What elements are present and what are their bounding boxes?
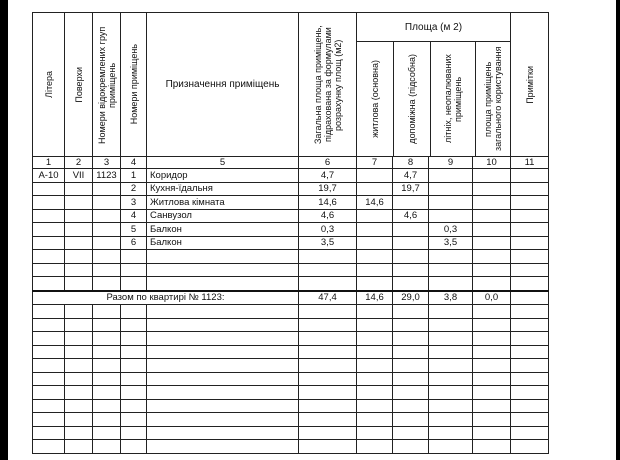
cell-group — [93, 209, 121, 223]
empty-cell — [93, 318, 121, 332]
empty-cell — [121, 399, 147, 413]
empty-row — [33, 277, 549, 291]
empty-cell — [121, 372, 147, 386]
empty-cell — [357, 318, 393, 332]
empty-cell — [121, 386, 147, 400]
empty-cell — [299, 372, 357, 386]
empty-cell — [93, 332, 121, 346]
empty-cell — [299, 332, 357, 346]
empty-cell — [299, 318, 357, 332]
empty-cell — [473, 440, 511, 454]
empty-cell — [429, 386, 473, 400]
empty-cell — [511, 263, 549, 277]
empty-row — [33, 413, 549, 427]
empty-cell — [299, 345, 357, 359]
cell-room: 1 — [121, 169, 147, 183]
empty-cell — [429, 413, 473, 427]
empty-cell — [357, 359, 393, 373]
empty-cell — [33, 426, 65, 440]
empty-cell — [473, 426, 511, 440]
empty-cell — [429, 399, 473, 413]
empty-cell — [121, 277, 147, 291]
empty-cell — [393, 372, 429, 386]
cell-living: 14,6 — [357, 196, 393, 210]
total-row — [33, 291, 549, 305]
empty-cell — [299, 359, 357, 373]
empty-cell — [429, 277, 473, 291]
empty-cell — [393, 263, 429, 277]
empty-cell — [147, 318, 299, 332]
empty-cell — [393, 386, 429, 400]
table-row — [33, 196, 549, 210]
column-number-row — [33, 157, 549, 169]
empty-cell — [147, 359, 299, 373]
empty-cell — [147, 250, 299, 264]
empty-cell — [121, 426, 147, 440]
header-common: площа приміщень загального користування — [483, 46, 503, 152]
empty-cell — [93, 263, 121, 277]
empty-cell — [299, 305, 357, 319]
scan-edge-right — [616, 0, 620, 460]
empty-cell — [121, 305, 147, 319]
empty-cell — [393, 440, 429, 454]
cell-floor — [65, 196, 93, 210]
cell-total-area: 4,7 — [299, 169, 357, 183]
empty-cell — [429, 372, 473, 386]
cell-summer: 3,5 — [429, 236, 473, 250]
empty-cell — [121, 413, 147, 427]
empty-cell — [473, 386, 511, 400]
empty-cell — [147, 372, 299, 386]
empty-cell — [393, 318, 429, 332]
col-num: 7 — [357, 157, 393, 169]
empty-cell — [33, 263, 65, 277]
cell-litera: А-10 — [33, 169, 65, 183]
cell-living — [357, 236, 393, 250]
cell-floor — [65, 209, 93, 223]
empty-cell — [65, 359, 93, 373]
explication-sheet — [32, 12, 549, 454]
empty-row — [33, 305, 549, 319]
empty-cell — [33, 332, 65, 346]
empty-cell — [299, 277, 357, 291]
header-groups: Номери відокремлених груп приміщень — [93, 13, 121, 157]
empty-cell — [121, 263, 147, 277]
header-living: житлова (основна) — [357, 42, 394, 156]
empty-cell — [473, 359, 511, 373]
cell-summer — [429, 169, 473, 183]
empty-cell — [33, 386, 65, 400]
empty-cell — [357, 305, 393, 319]
empty-cell — [511, 277, 549, 291]
empty-cell — [393, 250, 429, 264]
cell-room: 5 — [121, 223, 147, 237]
header-row — [33, 13, 549, 157]
room-rows — [33, 169, 549, 291]
cell-total-area: 4,6 — [299, 209, 357, 223]
cell-purpose: Балкон — [147, 236, 299, 250]
empty-cell — [299, 413, 357, 427]
empty-row — [33, 359, 549, 373]
cell-summer — [429, 196, 473, 210]
cell-floor — [65, 236, 93, 250]
empty-cell — [357, 440, 393, 454]
cell-room: 3 — [121, 196, 147, 210]
col-num: 2 — [65, 157, 93, 169]
header-notes: Примітки — [511, 13, 549, 157]
table-row — [33, 236, 549, 250]
empty-cell — [473, 372, 511, 386]
empty-cell — [147, 332, 299, 346]
cell-total-area: 3,5 — [299, 236, 357, 250]
header-area-group — [357, 13, 511, 157]
cell-floor: VII — [65, 169, 93, 183]
total-living-value: 14,6 — [357, 291, 393, 305]
empty-cell — [473, 277, 511, 291]
empty-cell — [93, 399, 121, 413]
empty-cell — [511, 413, 549, 427]
cell-common — [473, 209, 511, 223]
empty-cell — [357, 250, 393, 264]
empty-cell — [121, 345, 147, 359]
cell-aux — [393, 196, 429, 210]
empty-cell — [299, 399, 357, 413]
empty-cell — [33, 372, 65, 386]
col-num: 9 — [429, 157, 473, 169]
header-rooms: Номери приміщень — [121, 13, 147, 157]
empty-cell — [357, 332, 393, 346]
empty-cell — [299, 263, 357, 277]
empty-cell — [93, 250, 121, 264]
empty-cell — [147, 386, 299, 400]
empty-row — [33, 263, 549, 277]
empty-cell — [147, 345, 299, 359]
total-notes-cell — [511, 291, 549, 305]
empty-cell — [65, 263, 93, 277]
empty-cell — [357, 263, 393, 277]
empty-cell — [429, 359, 473, 373]
empty-cell — [511, 332, 549, 346]
empty-cell — [33, 440, 65, 454]
scan-edge-left — [0, 0, 8, 460]
cell-notes — [511, 169, 549, 183]
total-common-value: 0,0 — [473, 291, 511, 305]
header-auxiliary: допоміжна (підсобна) — [394, 42, 431, 156]
empty-cell — [65, 277, 93, 291]
cell-group: 1123 — [93, 169, 121, 183]
cell-purpose: Санвузол — [147, 209, 299, 223]
cell-notes — [511, 236, 549, 250]
col-num: 1 — [33, 157, 65, 169]
empty-cell — [511, 399, 549, 413]
empty-cell — [511, 440, 549, 454]
empty-cell — [429, 305, 473, 319]
total-aux-value: 29,0 — [393, 291, 429, 305]
cell-room: 2 — [121, 182, 147, 196]
empty-row — [33, 345, 549, 359]
col-num: 5 — [147, 157, 299, 169]
empty-row — [33, 440, 549, 454]
empty-cell — [473, 332, 511, 346]
cell-notes — [511, 196, 549, 210]
cell-total-area: 0,3 — [299, 223, 357, 237]
cell-summer — [429, 209, 473, 223]
empty-cell — [429, 440, 473, 454]
empty-cell — [299, 426, 357, 440]
empty-cell — [121, 250, 147, 264]
cell-purpose: Кухня-їдальня — [147, 182, 299, 196]
empty-cell — [121, 318, 147, 332]
empty-cell — [33, 250, 65, 264]
empty-cell — [357, 386, 393, 400]
empty-cell — [33, 399, 65, 413]
cell-summer: 0,3 — [429, 223, 473, 237]
empty-cell — [473, 399, 511, 413]
empty-cell — [393, 277, 429, 291]
cell-group — [93, 236, 121, 250]
empty-cell — [65, 345, 93, 359]
empty-cell — [93, 345, 121, 359]
empty-row — [33, 399, 549, 413]
cell-aux — [393, 223, 429, 237]
header-total-area: Загальна площа приміщень, підрахована за формулами розрахунку площ (м2) — [299, 13, 357, 157]
empty-row — [33, 318, 549, 332]
empty-cell — [33, 345, 65, 359]
cell-aux: 4,6 — [393, 209, 429, 223]
empty-cell — [511, 426, 549, 440]
empty-cell — [393, 413, 429, 427]
empty-cell — [65, 250, 93, 264]
cell-litera — [33, 196, 65, 210]
empty-cell — [65, 305, 93, 319]
empty-cell — [33, 318, 65, 332]
empty-cell — [147, 399, 299, 413]
cell-summer — [429, 182, 473, 196]
empty-cell — [299, 440, 357, 454]
empty-cell — [429, 250, 473, 264]
cell-purpose: Балкон — [147, 223, 299, 237]
cell-room: 4 — [121, 209, 147, 223]
table-row — [33, 169, 549, 183]
cell-living — [357, 209, 393, 223]
empty-cell — [65, 413, 93, 427]
col-num: 6 — [299, 157, 357, 169]
empty-cell — [93, 305, 121, 319]
empty-row — [33, 332, 549, 346]
empty-cell — [393, 345, 429, 359]
cell-group — [93, 182, 121, 196]
empty-row — [33, 250, 549, 264]
col-num: 8 — [393, 157, 429, 169]
cell-litera — [33, 209, 65, 223]
cell-total-area: 14,6 — [299, 196, 357, 210]
empty-cell — [93, 413, 121, 427]
room-explication-table — [32, 12, 549, 454]
empty-cell — [511, 386, 549, 400]
empty-cell — [473, 250, 511, 264]
empty-cell — [93, 359, 121, 373]
empty-cell — [357, 345, 393, 359]
empty-cell — [93, 277, 121, 291]
col-num: 4 — [121, 157, 147, 169]
empty-cell — [121, 332, 147, 346]
cell-common — [473, 223, 511, 237]
cell-floor — [65, 182, 93, 196]
cell-purpose: Коридор — [147, 169, 299, 183]
cell-aux: 4,7 — [393, 169, 429, 183]
empty-row — [33, 386, 549, 400]
cell-living — [357, 169, 393, 183]
cell-group — [93, 223, 121, 237]
empty-row — [33, 372, 549, 386]
empty-cell — [429, 332, 473, 346]
empty-cell — [393, 305, 429, 319]
empty-cell — [33, 305, 65, 319]
empty-cell — [121, 359, 147, 373]
cell-total-area: 19,7 — [299, 182, 357, 196]
empty-cell — [121, 440, 147, 454]
empty-cell — [429, 345, 473, 359]
empty-cell — [393, 399, 429, 413]
cell-common — [473, 196, 511, 210]
cell-litera — [33, 236, 65, 250]
cell-aux — [393, 236, 429, 250]
col-num: 11 — [511, 157, 549, 169]
empty-cell — [93, 386, 121, 400]
area-group-caption: Площа (м 2) — [357, 13, 510, 42]
total-label: Разом по квартирі № 1123: — [33, 291, 299, 305]
empty-cell — [357, 372, 393, 386]
empty-cell — [93, 426, 121, 440]
empty-cell — [357, 426, 393, 440]
empty-cell — [299, 250, 357, 264]
header-floors: Поверхи — [65, 13, 93, 157]
empty-cell — [429, 426, 473, 440]
cell-common — [473, 182, 511, 196]
empty-cell — [473, 413, 511, 427]
cell-floor — [65, 223, 93, 237]
empty-cell — [473, 345, 511, 359]
empty-row — [33, 426, 549, 440]
empty-cell — [357, 277, 393, 291]
total-area-value: 47,4 — [299, 291, 357, 305]
total-summer-value: 3,8 — [429, 291, 473, 305]
header-summer: літніх, неопалюваних приміщень — [431, 42, 476, 156]
empty-cell — [33, 359, 65, 373]
cell-aux: 19,7 — [393, 182, 429, 196]
empty-cell — [511, 359, 549, 373]
empty-cell — [65, 332, 93, 346]
empty-cell — [147, 277, 299, 291]
cell-litera — [33, 223, 65, 237]
cell-notes — [511, 182, 549, 196]
empty-cell — [147, 426, 299, 440]
table-row — [33, 182, 549, 196]
empty-cell — [473, 305, 511, 319]
cell-purpose: Житлова кімната — [147, 196, 299, 210]
empty-cell — [511, 372, 549, 386]
empty-cell — [393, 359, 429, 373]
empty-cell — [511, 345, 549, 359]
empty-cell — [147, 305, 299, 319]
empty-cell — [147, 413, 299, 427]
cell-litera — [33, 182, 65, 196]
empty-cell — [65, 386, 93, 400]
empty-cell — [429, 318, 473, 332]
empty-cell — [33, 277, 65, 291]
col-num: 10 — [473, 157, 511, 169]
empty-cell — [147, 440, 299, 454]
header-purpose: Призначення приміщень — [147, 13, 299, 157]
empty-cell — [357, 413, 393, 427]
empty-cell — [147, 263, 299, 277]
empty-cell — [93, 372, 121, 386]
table-row — [33, 223, 549, 237]
cell-group — [93, 196, 121, 210]
empty-cell — [357, 399, 393, 413]
empty-cell — [65, 399, 93, 413]
empty-cell — [65, 372, 93, 386]
empty-cell — [511, 305, 549, 319]
cell-living — [357, 182, 393, 196]
cell-room: 6 — [121, 236, 147, 250]
empty-cell — [473, 318, 511, 332]
cell-living — [357, 223, 393, 237]
table-row — [33, 209, 549, 223]
cell-notes — [511, 209, 549, 223]
empty-cell — [93, 440, 121, 454]
empty-cell — [511, 318, 549, 332]
col-num: 3 — [93, 157, 121, 169]
cell-notes — [511, 223, 549, 237]
blank-rows — [33, 305, 549, 454]
header-litera: Літера — [33, 13, 65, 157]
cell-common — [473, 169, 511, 183]
empty-cell — [429, 263, 473, 277]
empty-cell — [473, 263, 511, 277]
empty-cell — [33, 413, 65, 427]
cell-common — [473, 236, 511, 250]
empty-cell — [393, 332, 429, 346]
empty-cell — [65, 426, 93, 440]
empty-cell — [511, 250, 549, 264]
empty-cell — [65, 440, 93, 454]
empty-cell — [65, 318, 93, 332]
empty-cell — [299, 386, 357, 400]
empty-cell — [393, 426, 429, 440]
